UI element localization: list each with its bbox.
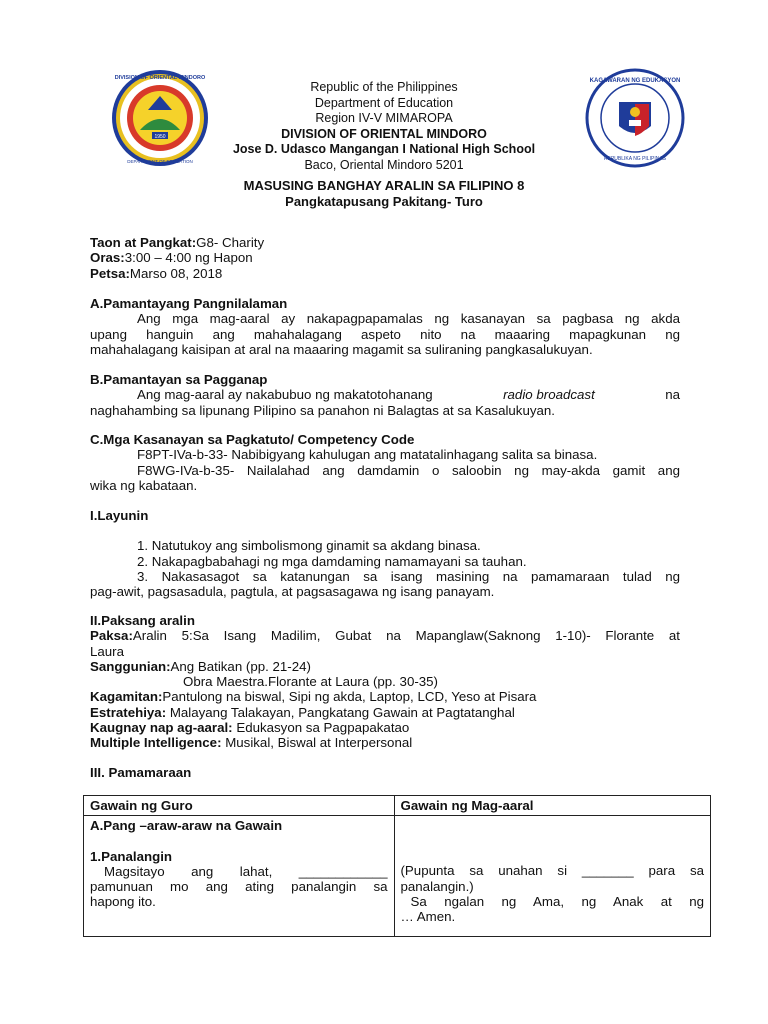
section-c (90, 432, 680, 493)
sanggunian-value: Ang Batikan (pp. 21-24) (170, 658, 311, 674)
section-a-heading: A.Pamantayang Pangnilalaman (90, 296, 288, 311)
guro-line-2: pamunuan mo ang ating panalangin sa (90, 879, 388, 895)
col-guro-header: Gawain ng Guro (84, 796, 395, 816)
paksa-value-cont: Laura (90, 643, 125, 659)
section-c-heading: C.Mga Kasanayan sa Pagkatuto/ Competency Code (90, 432, 415, 447)
paksa-label: Paksa: (90, 628, 133, 644)
panalangin-heading: 1.Panalangin (90, 848, 173, 864)
department-line: Department of Education (314, 95, 454, 110)
table-row (84, 816, 711, 936)
svg-text:KAGAWARAN NG EDUKASYON: KAGAWARAN NG EDUKASYON (589, 78, 681, 84)
section-b-heading: B.Pamantayan sa Pagganap (90, 372, 268, 387)
competency-2-cont: wika ng kabataan. (90, 477, 198, 493)
region-line: Region IV-V MIMAROPA (315, 111, 453, 125)
objective-2: 2. Nakapagbabahagi ng mga damdaming namamayani sa tauhan. (137, 553, 527, 569)
petsa-value: Marso 08, 2018 (129, 265, 223, 281)
sanggunian-label: Sanggunian: (90, 658, 171, 674)
letterhead (150, 80, 618, 173)
section-a (90, 296, 680, 357)
svg-text:REPUBLIKA NG PILIPINAS: REPUBLIKA NG PILIPINAS (604, 156, 666, 162)
radio-broadcast-text: radio broadcast (503, 387, 595, 403)
sanggunian-value-2: Obra Maestra.Florante at Laura (pp. 30-35) (183, 674, 438, 690)
daily-activity-heading: A.Pang –araw-araw na Gawain (90, 818, 283, 834)
lesson-title-main: MASUSING BANGHAY ARALIN SA FILIPINO 8 (243, 178, 525, 193)
svg-text:DIVISION OF ORIENTAL MINDORO: DIVISION OF ORIENTAL MINDORO (114, 75, 206, 81)
objective-3: 3. Nakasasagot sa katanungan sa isang masining na pamamaraan tulad ng (137, 568, 680, 584)
lesson-title-sub: Pangkatapusang Pakitang- Turo (285, 194, 483, 209)
col-mag-aaral-header: Gawain ng Mag-aaral (394, 796, 711, 816)
competency-1: F8PT-IVa-b-33- Nabibigyang kahulugan ang matatalinhagang salita sa binasa. (137, 447, 598, 463)
lesson-title (100, 178, 668, 210)
kaugnay-label: Kaugnay nap ag-aaral: (90, 720, 233, 736)
layunin-section (90, 508, 680, 599)
estratehiya-label: Estratehiya: (90, 704, 167, 720)
paksa-value: Aralin 5:Sa Isang Madilim, Gubat na Mapanglaw(Saknong 1-10)- Florante at (132, 628, 680, 644)
section-b-line1c: na (665, 387, 680, 403)
taon-value: G8- Charity (196, 235, 265, 250)
school-name: Jose D. Udasco Mangangan I National High School (232, 142, 536, 156)
estratehiya-value: Malayang Talakayan, Pangkatang Gawain at Pagtatanghal (166, 704, 515, 720)
mi-value: Musikal, Biswal at Interpersonal (221, 735, 413, 751)
section-a-line1: Ang mga mag-aaral ay nakapagpapamalas ng kasanayan sa pagbasa ng akda (137, 311, 680, 327)
mag-aaral-line-1: (Pupunta sa unahan si _______ para sa (400, 863, 704, 879)
kaugnay-value: Edukasyon sa Pagpapakatao (232, 720, 410, 736)
section-b-line1 (90, 387, 680, 402)
svg-text:1950: 1950 (154, 134, 166, 140)
objective-1: 1. Natutukoy ang simbolismong ginamit sa akdang binasa. (137, 538, 481, 554)
section-a-line3: mahahalagang kaisipan at aral na maaaring magamit sa suliraning pangkasalukuyan. (90, 341, 593, 357)
table-header-row (84, 796, 711, 816)
pamamaraan-table (83, 795, 711, 937)
class-info (90, 235, 680, 281)
mi-label: Multiple Intelligence: (90, 735, 222, 751)
section-b-line1a: Ang mag-aaral ay nakabubuo ng makatotohanang (137, 387, 433, 403)
republic-line: Republic of the Philippines (310, 80, 458, 94)
layunin-heading: I.Layunin (90, 508, 149, 523)
mag-aaral-cell (394, 816, 711, 936)
section-b-line2: naghahambing sa lipunang Pilipino sa panahon ni Balagtas at sa Kasalukuyan. (90, 402, 555, 418)
guro-line-1: Magsitayo ang lahat, ____________ (104, 863, 388, 879)
mag-aaral-line-4: … Amen. (400, 909, 456, 925)
taon-label: Taon at Pangkat: (90, 235, 197, 250)
mag-aaral-line-2: panalangin.) (400, 878, 474, 894)
guro-cell (84, 816, 395, 936)
pamamaraan-heading: III. Pamamaraan (90, 765, 192, 780)
oras-label: Oras: (90, 250, 125, 266)
competency-2: F8WG-IVa-b-35- Nailalahad ang damdamin o saloobin ng may-akda gamit ang (137, 462, 680, 478)
section-a-line2: upang hanguin ang mahahalagang aspeto nito na maaaring mapagkunan ng (90, 326, 680, 342)
division-line: DIVISION OF ORIENTAL MINDORO (281, 126, 487, 141)
objective-3-cont: pag-awit, pagsasadula, pagtula, at pagsasagawa ng isang panayam. (90, 584, 495, 600)
guro-line-3: hapong ito. (90, 894, 156, 910)
mag-aaral-line-3: Sa ngalan ng Ama, ng Anak at ng (410, 893, 704, 909)
svg-text:DEPARTMENT OF EDUCATION: DEPARTMENT OF EDUCATION (127, 159, 193, 164)
kagamitan-value: Pantulong na biswal, Sipi ng akda, Laptop, LCD, Yeso at Pisara (162, 689, 537, 705)
section-b (90, 372, 680, 418)
paksang-heading: II.Paksang aralin (90, 613, 195, 628)
kagamitan-label: Kagamitan: (90, 689, 163, 705)
school-address: Baco, Oriental Mindoro 5201 (304, 157, 464, 172)
paksang-aralin-section (90, 613, 680, 751)
oras-value: 3:00 – 4:00 ng Hapon (124, 250, 253, 266)
petsa-label: Petsa: (90, 265, 130, 281)
